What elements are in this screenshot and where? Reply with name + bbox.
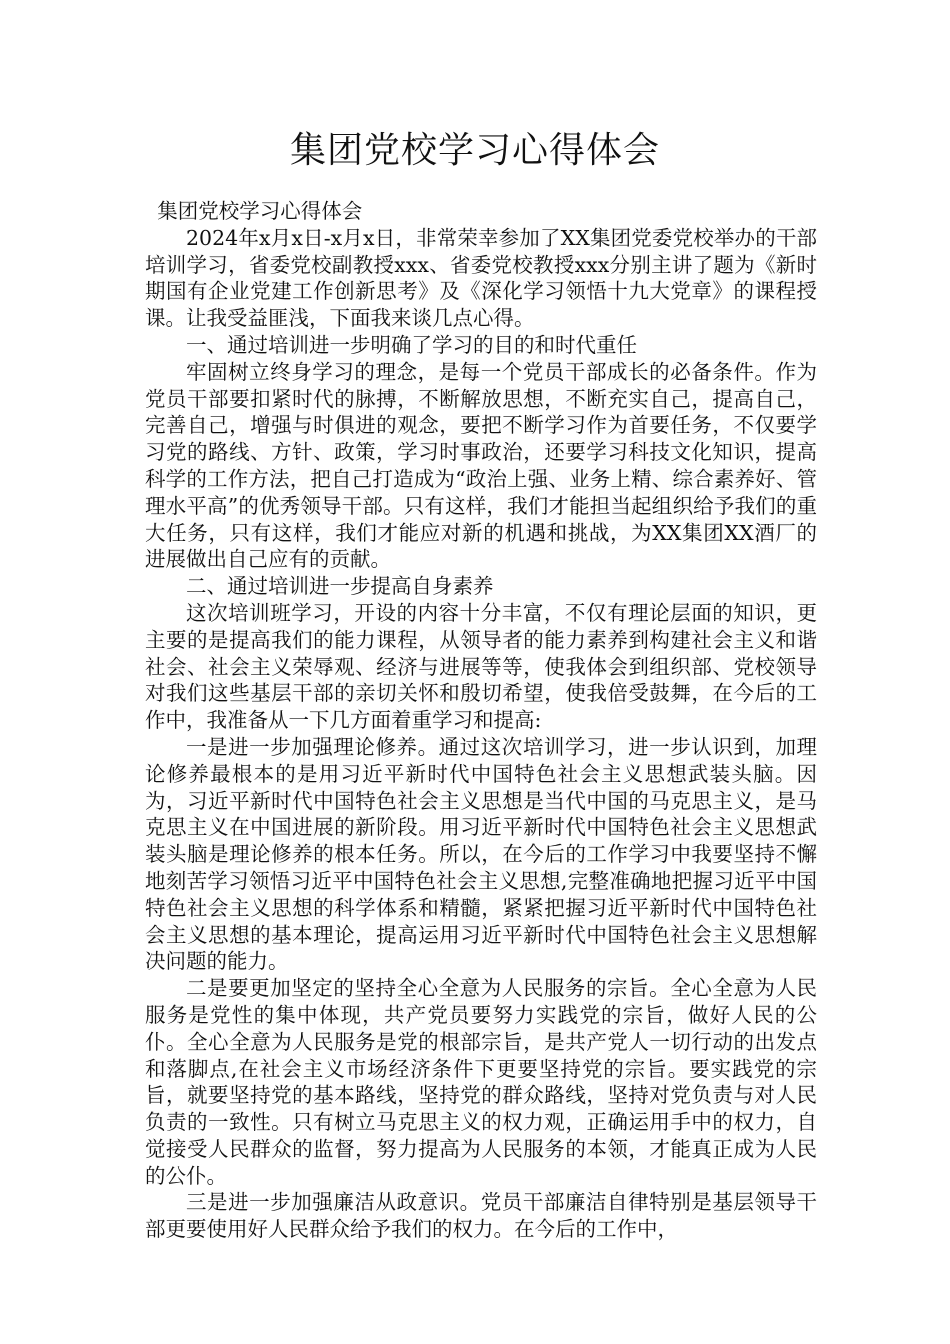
paragraph-section-1: 牢固树立终身学习的理念，是每一个党员干部成长的必备条件。作为党员干部要扣紧时代的脉搏，不断解放思想，不断充实自己，提高自己，完善自己，增强与时俱进的观念，要把不断学习作为首要任务，不仅要学习党的路线、方针、政策，学习时事政治，还要学习科技文化知识，提高科学的工作方法，把自己打造成为“政治上强、业务上精、综合素养好、管理水平高”的优秀领导干部。只有这样，我们才能担当起组织给予我们的重大任务，只有这样，我们才能应对新的机遇和挑战，为XX集团XX酒厂的进展做出自己应有的贡献。: [145, 359, 817, 572]
document-body: [145, 198, 817, 1243]
paragraph-point-2: 二是要更加坚定的坚持全心全意为人民服务的宗旨。全心全意为人民服务是党性的集中体现，共产党员要努力实践党的宗旨，做好人民的公仆。全心全意为人民服务是党的根部宗旨，是共产党人一切行动的出发点和落脚点,在社会主义市场经济条件下更要坚持党的宗旨。要实践党的宗旨，就要坚持党的基本路线，坚持党的群众路线，坚持对党负责与对人民负责的一致性。只有树立马克思主义的权力观，正确运用手中的权力，自觉接受人民群众的监督，努力提高为人民服务的本领，才能真正成为人民的公仆。: [145, 976, 817, 1188]
paragraph-point-3: 三是进一步加强廉洁从政意识。党员干部廉洁自律特别是基层领导干部更要使用好人民群众给予我们的权力。在今后的工作中，: [145, 1190, 817, 1242]
paragraph-point-1: 一是进一步加强理论修养。通过这次培训学习，进一步认识到，加理论修养最根本的是用习近平新时代中国特色社会主义思想武装头脑。因为，习近平新时代中国特色社会主义思想是当代中国的马克思主义，是马克思主义在中国进展的新阶段。用习近平新时代中国特色社会主义思想武装头脑是理论修养的根本任务。所以，在今后的工作学习中我要坚持不懈地刻苦学习领悟习近平中国特色社会主义思想,完整准确地把握习近平中国特色社会主义思想的科学体系和精髓，紧紧把握习近平新时代中国特色社会主义思想的基本理论，提高运用习近平新时代中国特色社会主义思想解决问题的能力。: [145, 734, 817, 974]
section-heading-2: 二、通过培训进一步提高自身素养: [186, 574, 494, 599]
paragraph-section-2: 这次培训班学习，开设的内容十分丰富，不仅有理论层面的知识，更主要的是提高我们的能力课程，从领导者的能力素养到构建社会主义和谐社会、社会主义荣辱观、经济与进展等等，使我体会到组织部、党校领导对我们这些基层干部的亲切关怀和殷切希望，使我倍受鼓舞，在今后的工作中，我准备从一下几方面着重学习和提高:: [145, 600, 817, 733]
section-heading-1: 一、通过培训进一步明确了学习的目的和时代重任: [186, 332, 637, 357]
document-title: 集团党校学习心得体会: [289, 130, 660, 171]
paragraph-intro: 2024年x月x日-x月x日，非常荣幸参加了XX集团党委党校举办的干部培训学习，省委党校副教授xxx、省委党校教授xxx分别主讲了题为《新时期国有企业党建工作创新思考》及《深化学习领悟十九大党章》的课程授课。让我受益匪浅，下面我来谈几点心得。: [145, 225, 817, 331]
document-subtitle: 集团党校学习心得体会: [157, 199, 363, 223]
